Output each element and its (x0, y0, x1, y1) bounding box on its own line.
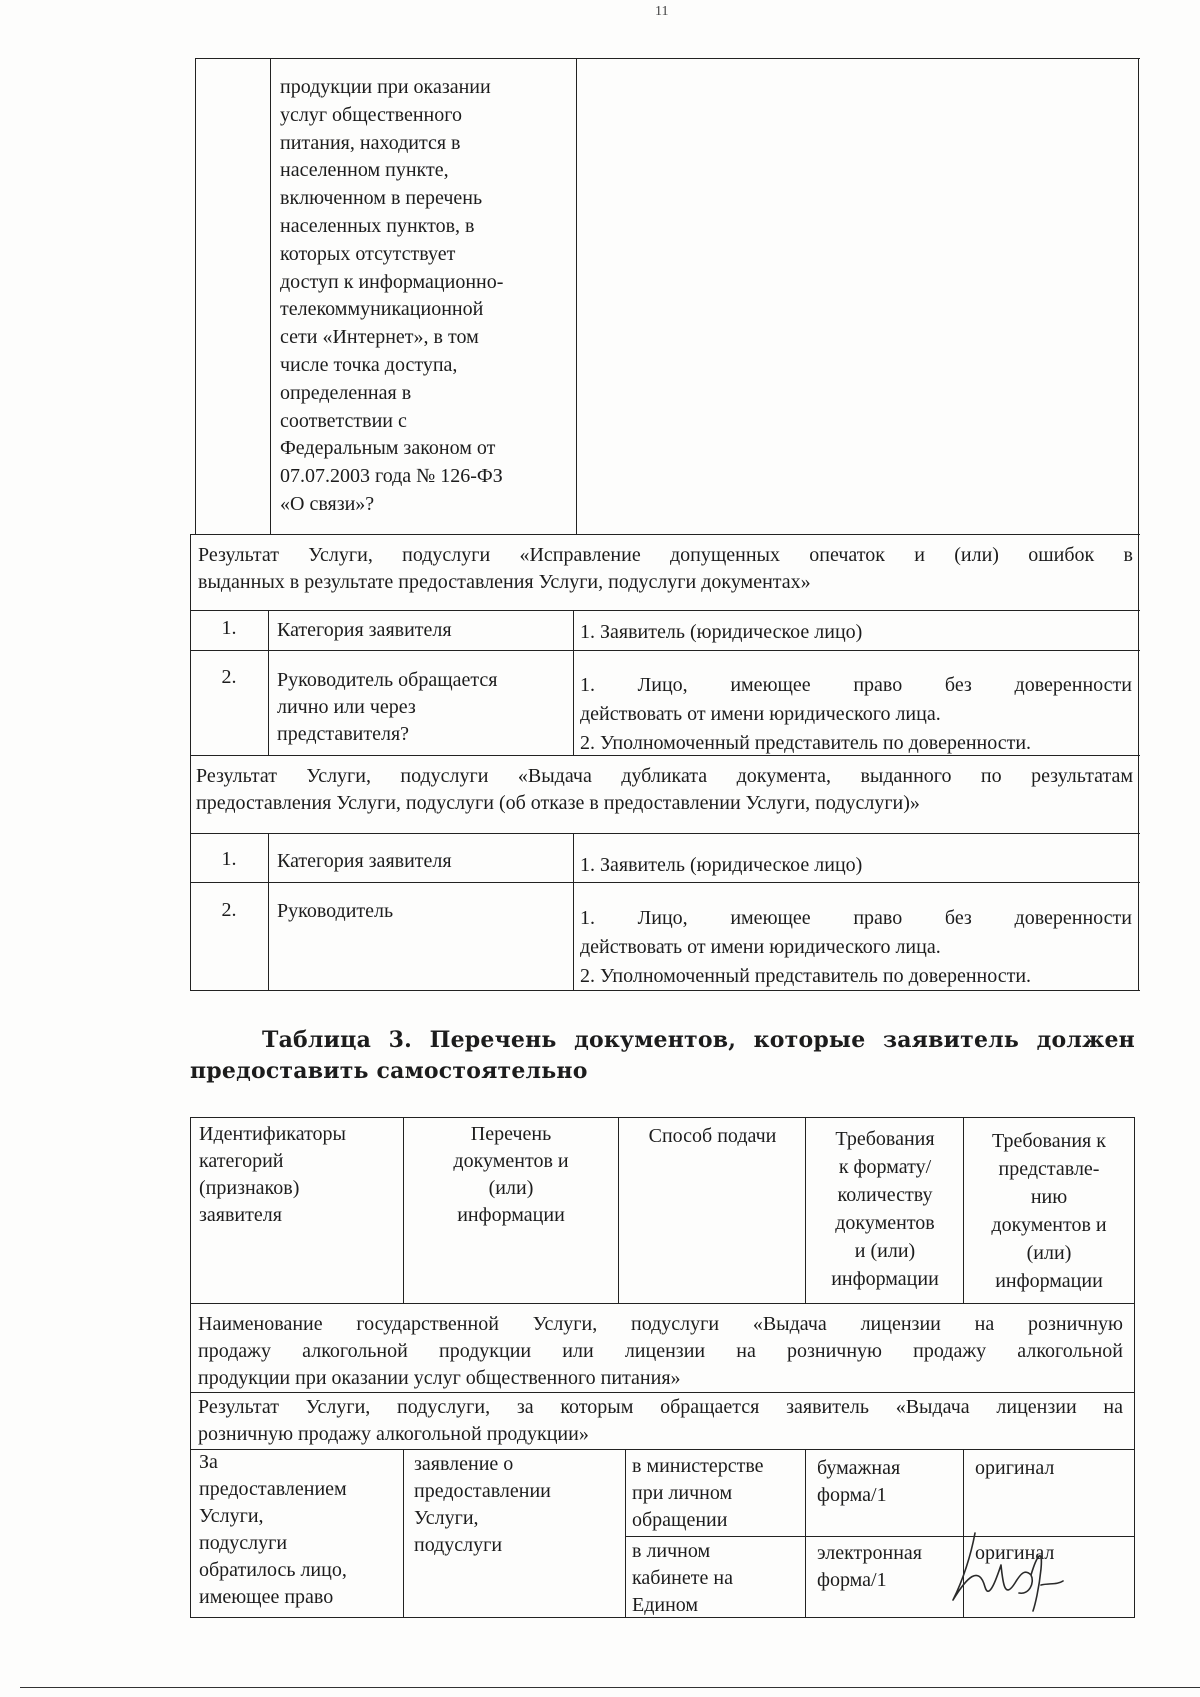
header-submission-method (620, 1123, 805, 1150)
text-line: 2. Уполномоченный представитель по доверенности. (580, 732, 1032, 754)
text-line: документов и (453, 1150, 569, 1172)
text-line: предоставлении (414, 1480, 551, 1502)
submission-method (632, 1538, 804, 1619)
text-line: действовать от имени юридического лица. (580, 936, 941, 958)
text-line: Идентификаторы (199, 1123, 346, 1145)
row-number: 1. (221, 848, 237, 870)
text-line: обращении (632, 1509, 728, 1531)
text-line: форма/1 (817, 1569, 887, 1591)
table3-heading (190, 1025, 1135, 1087)
submission-requirement: оригинал (975, 1457, 1055, 1479)
header-applicant-identifiers (199, 1121, 399, 1229)
row-answer (580, 619, 1132, 646)
row-number: 1. (221, 617, 237, 639)
text-line: информации (995, 1270, 1103, 1292)
text-line: Требования к (992, 1130, 1106, 1152)
text-line: услуг общественного (280, 103, 462, 126)
document-name (414, 1451, 624, 1559)
text-line: 07.07.2003 года № 126-ФЗ (280, 465, 503, 488)
text-line: Требования (835, 1128, 935, 1150)
page-bottom-rule (20, 1687, 1200, 1688)
row-question (277, 848, 567, 875)
text-line: которых отсутствует (280, 242, 456, 265)
text-line: подуслуги (199, 1532, 288, 1554)
text-line: действовать от имени юридического лица. (580, 703, 941, 725)
signature (945, 1525, 1075, 1615)
row-question (277, 898, 567, 925)
section-title-duplicate (196, 763, 1133, 817)
text-line: заявление о (414, 1453, 514, 1475)
section-title-correction (198, 542, 1133, 596)
text-line: имеющее право (199, 1586, 334, 1608)
text-line: информации (831, 1268, 939, 1290)
text-line: Категория заявителя (277, 850, 452, 872)
text-line: Категория заявителя (277, 619, 452, 641)
text-line: представителя? (277, 723, 410, 745)
continuation-question (280, 74, 570, 519)
heading-line: предоставить самостоятельно (190, 1058, 588, 1084)
text-line: телекоммуникационной (280, 298, 484, 321)
submission-requirement: оригинал (975, 1542, 1055, 1564)
text-line: 2. Уполномоченный представитель по доверенности. (580, 965, 1032, 987)
text-line: определенная в (280, 381, 412, 404)
text-line: Перечень (470, 1123, 552, 1145)
row-answer (580, 671, 1132, 758)
text-line: предоставлением (199, 1478, 347, 1500)
text-line: заявителя (199, 1204, 282, 1226)
text-line: Услуги, (199, 1505, 264, 1527)
text-line: Руководитель (277, 900, 394, 922)
text-line: продукции при оказании услуг общественного питания» (198, 1367, 681, 1389)
text-line: документов (835, 1212, 935, 1234)
text-line: включенном в перечень (280, 187, 483, 210)
text-line: нию (1030, 1186, 1068, 1208)
text-line: населенном пункте, (280, 159, 449, 182)
text-line: в личном (632, 1540, 711, 1562)
text-line: соответствии с (280, 409, 407, 432)
text-line: выданных в результате предоставления Услуги, подуслуги документах» (198, 571, 811, 593)
text-line: 1. Заявитель (юридическое лицо) (580, 621, 863, 643)
service-result (198, 1394, 1123, 1448)
submission-method (632, 1453, 804, 1534)
text-line: Федеральным законом от (280, 437, 496, 460)
header-document-list (405, 1121, 617, 1229)
text-line: За (199, 1451, 218, 1473)
text-line: числе точка доступа, (280, 353, 458, 376)
text-line: сети «Интернет», в том (280, 326, 479, 349)
text-line: при личном (632, 1482, 733, 1504)
text-line: предоставления Услуги, подуслуги (об отказе в предоставлении Услуги, подуслуги)» (196, 792, 920, 814)
header-submission-requirements (965, 1127, 1133, 1295)
applicant-category (199, 1449, 399, 1611)
document-format (817, 1455, 962, 1509)
text-line: бумажная (817, 1457, 901, 1479)
text-line: Результат Услуги, подуслуги «Выдача дубликата документа, выданного по результатам (196, 765, 1133, 787)
heading-line: Таблица 3. Перечень документов, которые заявитель должен (262, 1027, 1135, 1053)
text-line: (или) (488, 1177, 534, 1199)
text-line: 1. Лицо, имеющее право без доверенности (580, 674, 1132, 696)
text-line: «О связи»? (280, 492, 375, 515)
text-line: кабинете на (632, 1567, 733, 1589)
text-line: подуслуги (414, 1534, 503, 1556)
text-line: документов и (991, 1214, 1107, 1236)
document-format (817, 1540, 962, 1594)
header-format-requirements (807, 1125, 963, 1293)
text-line: продажу алкогольной продукции или лицензии на розничную продажу алкогольной (198, 1340, 1123, 1362)
text-line: питания, находится в (280, 131, 461, 154)
service-name (198, 1311, 1123, 1392)
text-line: обратилось лицо, (199, 1559, 347, 1581)
text-line: 1. Заявитель (юридическое лицо) (580, 854, 863, 876)
text-line: представле- (998, 1158, 1100, 1180)
text-line: доступ к информационно- (280, 270, 504, 293)
text-line: электронная (817, 1542, 922, 1564)
text-line: населенных пунктов, в (280, 214, 475, 237)
text-line: в министерстве (632, 1455, 764, 1477)
page-number: 11 (655, 4, 669, 19)
text-line: Результат Услуги, подуслуги «Исправление допущенных опечаток и (или) ошибок в (198, 544, 1133, 566)
row-number: 2. (221, 666, 237, 688)
text-line: (признаков) (199, 1177, 300, 1199)
text-line: (или) (1026, 1242, 1072, 1264)
text-line: и (или) (854, 1240, 916, 1262)
text-line: к формату/ (838, 1156, 932, 1178)
text-line: Способ подачи (648, 1125, 777, 1147)
row-number: 2. (221, 899, 237, 921)
text-line: количеству (837, 1184, 933, 1206)
row-question (277, 617, 567, 644)
text-line: форма/1 (817, 1484, 887, 1506)
text-line: лично или через (277, 696, 416, 718)
text-line: Наименование государственной Услуги, подуслуги «Выдача лицензии на розничную (198, 1313, 1123, 1335)
text-line: Результат Услуги, подуслуги, за которым обращается заявитель «Выдача лицензии на (198, 1396, 1123, 1418)
row-answer (580, 904, 1132, 991)
text-line: Едином (632, 1594, 699, 1616)
text-line: 1. Лицо, имеющее право без доверенности (580, 907, 1132, 929)
text-line: розничную продажу алкогольной продукции» (198, 1423, 589, 1445)
row-answer (580, 852, 1132, 879)
row-question (277, 667, 567, 748)
text-line: Руководитель обращается (277, 669, 498, 691)
text-line: информации (457, 1204, 565, 1226)
text-line: Услуги, (414, 1507, 479, 1529)
text-line: продукции при оказании (280, 76, 491, 98)
text-line: категорий (199, 1150, 284, 1172)
